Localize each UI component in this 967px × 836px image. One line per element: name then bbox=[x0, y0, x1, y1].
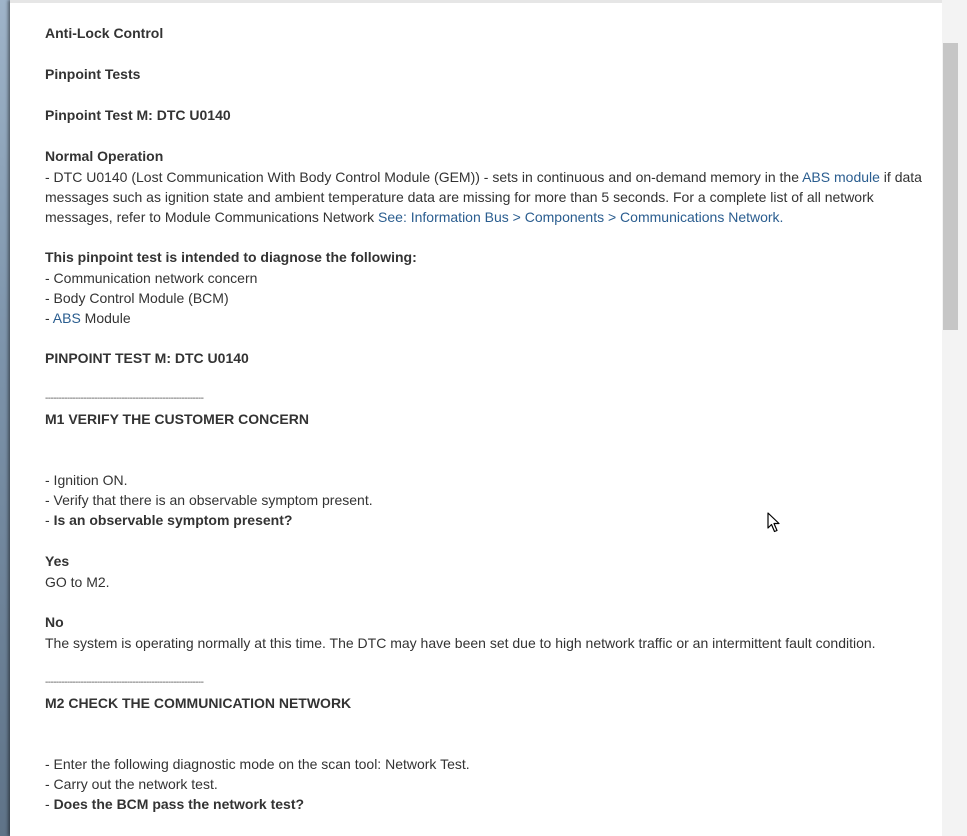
normal-operation-paragraph bbox=[45, 167, 940, 227]
m1-question-text: Is an observable symptom present? bbox=[53, 512, 293, 528]
m2-question bbox=[45, 794, 940, 814]
abs-module-link[interactable]: ABS module bbox=[802, 169, 880, 185]
separator-m2: ---------------------------------------------------------- bbox=[45, 677, 204, 688]
intended-item-2: - Body Control Module (BCM) bbox=[45, 290, 229, 306]
m2-step-1: - Enter the following diagnostic mode on the scan tool: Network Test. bbox=[45, 756, 470, 772]
m1-yes-text: GO to M2. bbox=[45, 574, 110, 590]
mouse-cursor-icon bbox=[767, 512, 781, 539]
m2-heading: M2 CHECK THE COMMUNICATION NETWORK bbox=[45, 695, 352, 711]
m2-question-prefix: - bbox=[45, 796, 54, 812]
m1-question-prefix: - bbox=[45, 512, 54, 528]
intended-item-3-suffix: Module bbox=[80, 310, 131, 326]
intended-heading: This pinpoint test is intended to diagnose the following: bbox=[45, 249, 417, 265]
intended-item-3 bbox=[45, 308, 940, 328]
intended-item-3-prefix: - bbox=[45, 310, 53, 326]
m2-question-text: Does the BCM pass the network test? bbox=[53, 796, 305, 812]
communications-network-link[interactable]: See: Information Bus > Components > Communications Network. bbox=[378, 209, 784, 225]
intended-item-1: - Communication network concern bbox=[45, 270, 258, 286]
m1-step-1: - Ignition ON. bbox=[45, 472, 128, 488]
m1-heading: M1 VERIFY THE CUSTOMER CONCERN bbox=[45, 411, 309, 427]
normal-operation-text-1: - DTC U0140 (Lost Communication With Body Control Module (GEM)) - sets in continuous and on-demand memory in the bbox=[45, 169, 803, 185]
test-title: Pinpoint Test M: DTC U0140 bbox=[45, 107, 231, 123]
m1-question bbox=[45, 510, 940, 530]
scrollbar-thumb[interactable] bbox=[943, 43, 958, 330]
pinpoint-test-heading: PINPOINT TEST M: DTC U0140 bbox=[45, 350, 249, 366]
m1-no-text: The system is operating normally at this time. The DTC may have been set due to high network traffic or an intermittent fault condition. bbox=[45, 635, 876, 651]
separator-m1: ---------------------------------------------------------- bbox=[45, 393, 204, 404]
m2-step-2: - Carry out the network test. bbox=[45, 776, 218, 792]
normal-operation-heading: Normal Operation bbox=[45, 148, 164, 164]
normal-operation-text-2: if data messages such as ignition state and ambient temperature data are missing for more than 5 seconds. For a complete list of all network messages, refer to Module Communications Network bbox=[45, 169, 922, 225]
m1-step-2: - Verify that there is an observable symptom present. bbox=[45, 492, 373, 508]
m1-no-label: No bbox=[45, 614, 64, 630]
m1-yes-label: Yes bbox=[45, 553, 70, 569]
subsection-title: Pinpoint Tests bbox=[45, 66, 141, 82]
document-content bbox=[45, 0, 940, 836]
section-title: Anti-Lock Control bbox=[45, 25, 164, 41]
abs-link[interactable]: ABS bbox=[52, 310, 81, 326]
document-window bbox=[10, 0, 967, 836]
